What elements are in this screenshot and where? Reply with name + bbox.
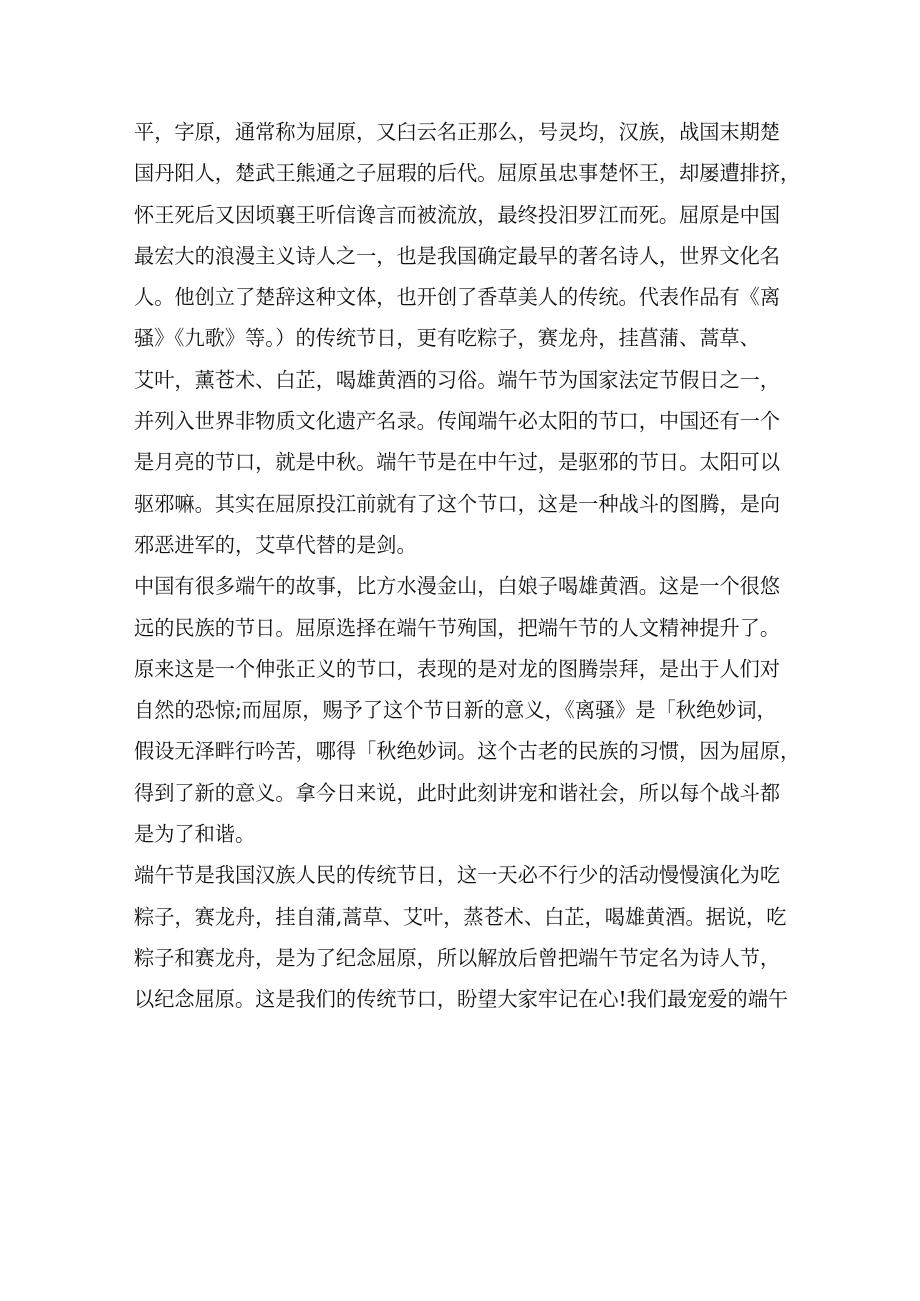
paragraph-2 xyxy=(134,566,801,855)
text-line: 原来这是一个伸张正义的节口，表现的是对龙的图腾崇拜，是出于人们对 xyxy=(134,656,781,681)
text-line: 并列入世界非物质文化遗产名录。传闻端午必太阳的节口，中国还有一个 xyxy=(134,409,781,434)
text-line: 假设无泽畔行吟苦，哪得「秋绝妙词。这个古老的民族的习惯，因为屈原， xyxy=(134,739,801,764)
document-body xyxy=(134,112,801,1021)
text-line: 粽子和赛龙舟，是为了纪念屈原，所以解放后曾把端午节定名为诗人节， xyxy=(134,945,781,970)
text-line: 中国有很多端午的故事，比方水漫金山，白娘子喝雄黄酒。这是一个很悠 xyxy=(134,574,781,599)
text-line: 邪恶进军的，艾草代替的是剑。 xyxy=(134,532,417,557)
text-line: 人。他创立了楚辞这种文体，也开创了香草美人的传统。代表作品有《离 xyxy=(134,285,781,310)
text-line: 怀王死后又因顷襄王听信谗言而被流放，最终投汨罗江而死。屈原是中国 xyxy=(134,202,781,227)
text-line: 是月亮的节口，就是中秋。端午节是在中午过，是驱邪的节日。太阳可以 xyxy=(134,450,781,475)
text-line: 端午节是我国汉族人民的传统节日，这一天必不行少的活动慢慢演化为吃 xyxy=(134,863,781,888)
text-line: 以纪念屈原。这是我们的传统节口，盼望大家牢记在心!我们最宠爱的端午 xyxy=(134,987,789,1012)
text-line: 平，字原，通常称为屈原，又臼云名正那么，号灵均，汉族，战国末期楚 xyxy=(134,120,781,144)
text-line: 最宏大的浪漫主义诗人之一，也是我国确定最早的著名诗人，世界文化名 xyxy=(134,243,781,268)
text-line: 自然的恐惊;而屈原，赐予了这个节日新的意义，《离骚》是「秋绝妙词， xyxy=(134,698,777,723)
text-line: 是为了和谐。 xyxy=(134,822,256,847)
paragraph-3 xyxy=(134,855,789,1020)
text-line: 骚》《九歌》等。）的传统节日，更有吃粽子，赛龙舟，挂菖蒲、蒿草、 xyxy=(134,326,760,351)
text-line: 粽子，赛龙舟，挂自蒲,蒿草、艾叶，蒸苍术、白芷，喝雄黄酒。据说，吃 xyxy=(134,904,787,929)
paragraph-1 xyxy=(134,112,801,566)
text-line: 艾叶，薰苍术、白芷，喝雄黄酒的习俗。端午节为国家法定节假日之一， xyxy=(134,367,781,392)
text-line: 远的民族的节日。屈原选择在端午节殉国，把端午节的人文精神提升了。 xyxy=(134,615,781,640)
text-line: 驱邪嘛。其实在屈原投江前就有了这个节口，这是一种战斗的图腾，是向 xyxy=(134,491,781,516)
text-line: 国丹阳人，楚武王熊通之子屈瑕的后代。屈原虽忠事楚怀王，却屡遭排挤， xyxy=(134,161,801,186)
text-line: 得到了新的意义。拿今日来说，此时此刻讲宠和谐社会，所以每个战斗都 xyxy=(134,780,781,805)
